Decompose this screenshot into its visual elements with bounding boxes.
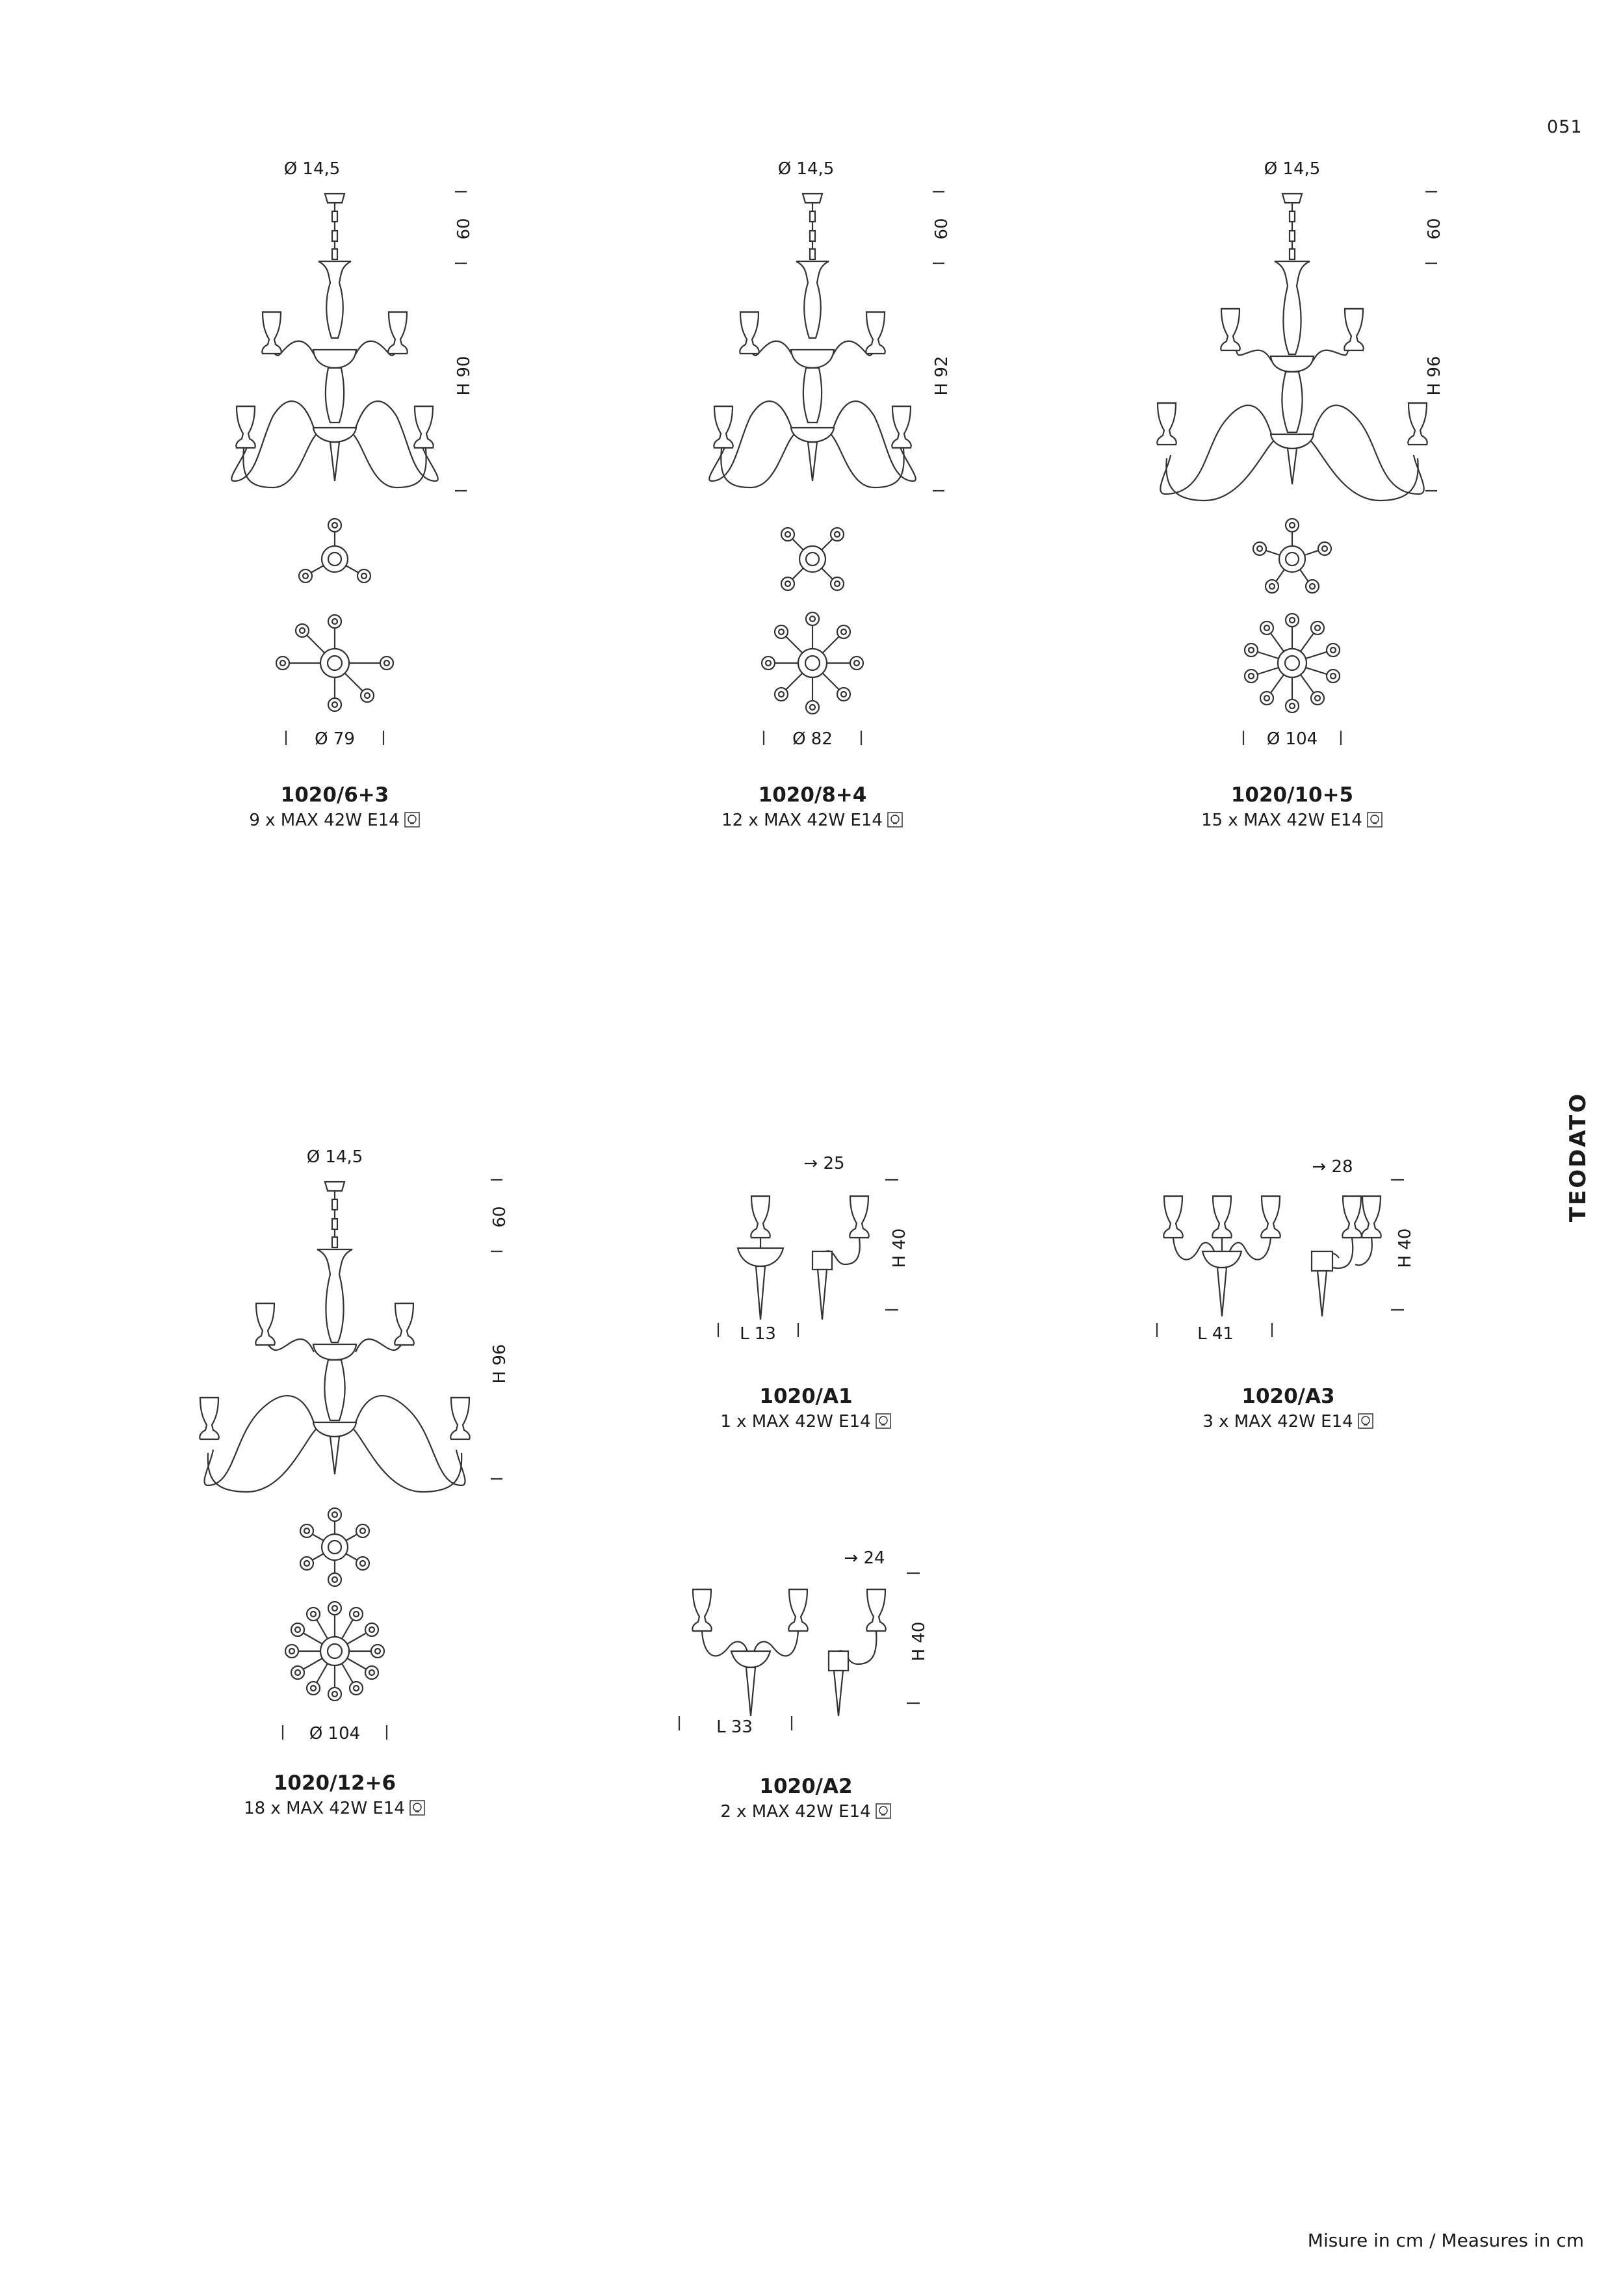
dim-canopy-label: Ø 14,5 bbox=[306, 1147, 363, 1167]
dim-length-label: L 41 bbox=[1197, 1324, 1234, 1344]
product-caption bbox=[1156, 783, 1429, 830]
drawing-1020-10-5 bbox=[1157, 159, 1444, 749]
dim-height-label: H 90 bbox=[454, 356, 474, 396]
measures-note: Misure in cm / Measures in cm bbox=[1307, 2230, 1584, 2251]
bulb-icon bbox=[887, 811, 903, 828]
product-caption bbox=[198, 783, 471, 830]
dim-height-label: H 92 bbox=[932, 356, 952, 396]
product-code: 1020/10+5 bbox=[1230, 783, 1354, 807]
product-caption bbox=[676, 783, 949, 830]
dim-height-label: H 96 bbox=[490, 1344, 510, 1384]
dim-chain-label: 60 bbox=[454, 218, 474, 240]
product-caption bbox=[669, 1385, 942, 1431]
product-spec bbox=[676, 811, 949, 830]
spec-text: 12 x MAX 42W E14 bbox=[721, 811, 883, 830]
product-caption bbox=[1152, 1385, 1425, 1431]
product-spec bbox=[198, 811, 471, 830]
dim-height-label: H 40 bbox=[909, 1621, 929, 1662]
drawing-1020-12-6 bbox=[200, 1147, 510, 1743]
dim-canopy-label: Ø 14,5 bbox=[1264, 159, 1321, 179]
dim-diameter-label: Ø 104 bbox=[1266, 729, 1318, 749]
dim-height-label: H 96 bbox=[1425, 356, 1444, 396]
collection-title-text: TEODATO bbox=[1565, 1091, 1591, 1223]
dim-canopy-label: Ø 14,5 bbox=[777, 159, 835, 179]
page-number: 051 bbox=[1547, 117, 1583, 137]
drawing-1020-A2 bbox=[679, 1548, 929, 1737]
spec-text: 15 x MAX 42W E14 bbox=[1201, 811, 1362, 830]
bulb-icon bbox=[409, 1799, 426, 1816]
product-code: 1020/6+3 bbox=[280, 783, 389, 807]
dim-projection-label: → 28 bbox=[1312, 1157, 1353, 1177]
product-spec bbox=[1152, 1412, 1425, 1431]
product-code: 1020/A2 bbox=[759, 1775, 853, 1798]
spec-text: 18 x MAX 42W E14 bbox=[244, 1799, 405, 1818]
drawing-1020-A3 bbox=[1157, 1157, 1415, 1344]
product-code: 1020/A1 bbox=[759, 1385, 853, 1408]
dim-length-label: L 33 bbox=[716, 1717, 753, 1737]
spec-text: 3 x MAX 42W E14 bbox=[1202, 1412, 1353, 1431]
spec-text: 2 x MAX 42W E14 bbox=[720, 1802, 871, 1821]
bulb-icon bbox=[404, 811, 421, 828]
drawing-1020-8-4 bbox=[709, 159, 952, 749]
bulb-icon bbox=[875, 1803, 892, 1820]
dim-canopy-label: Ø 14,5 bbox=[283, 159, 341, 179]
dim-height-label: H 40 bbox=[1396, 1228, 1415, 1268]
product-code: 1020/12+6 bbox=[273, 1771, 396, 1795]
dim-chain-label: 60 bbox=[932, 218, 952, 240]
product-code: 1020/8+4 bbox=[758, 783, 867, 807]
spec-text: 9 x MAX 42W E14 bbox=[249, 811, 400, 830]
dim-diameter-label: Ø 79 bbox=[315, 729, 355, 749]
drawing-1020-A1 bbox=[718, 1154, 909, 1344]
product-spec bbox=[669, 1412, 942, 1431]
product-spec bbox=[1156, 811, 1429, 830]
dim-length-label: L 13 bbox=[740, 1324, 776, 1344]
product-spec bbox=[198, 1799, 471, 1818]
bulb-icon bbox=[1366, 811, 1383, 828]
product-code: 1020/A3 bbox=[1241, 1385, 1335, 1408]
dim-chain-label: 60 bbox=[490, 1206, 510, 1228]
bulb-icon bbox=[1357, 1413, 1374, 1429]
dim-height-label: H 40 bbox=[890, 1228, 909, 1268]
product-caption bbox=[669, 1775, 942, 1821]
spec-text: 1 x MAX 42W E14 bbox=[720, 1412, 871, 1431]
dim-diameter-label: Ø 104 bbox=[309, 1724, 361, 1743]
bulb-icon bbox=[875, 1413, 892, 1429]
dim-diameter-label: Ø 82 bbox=[792, 729, 833, 749]
product-spec bbox=[669, 1802, 942, 1821]
drawing-1020-6-3 bbox=[231, 159, 474, 749]
dim-projection-label: → 25 bbox=[803, 1154, 845, 1173]
dim-chain-label: 60 bbox=[1425, 218, 1444, 240]
dim-projection-label: → 24 bbox=[844, 1548, 885, 1568]
product-caption bbox=[198, 1771, 471, 1818]
